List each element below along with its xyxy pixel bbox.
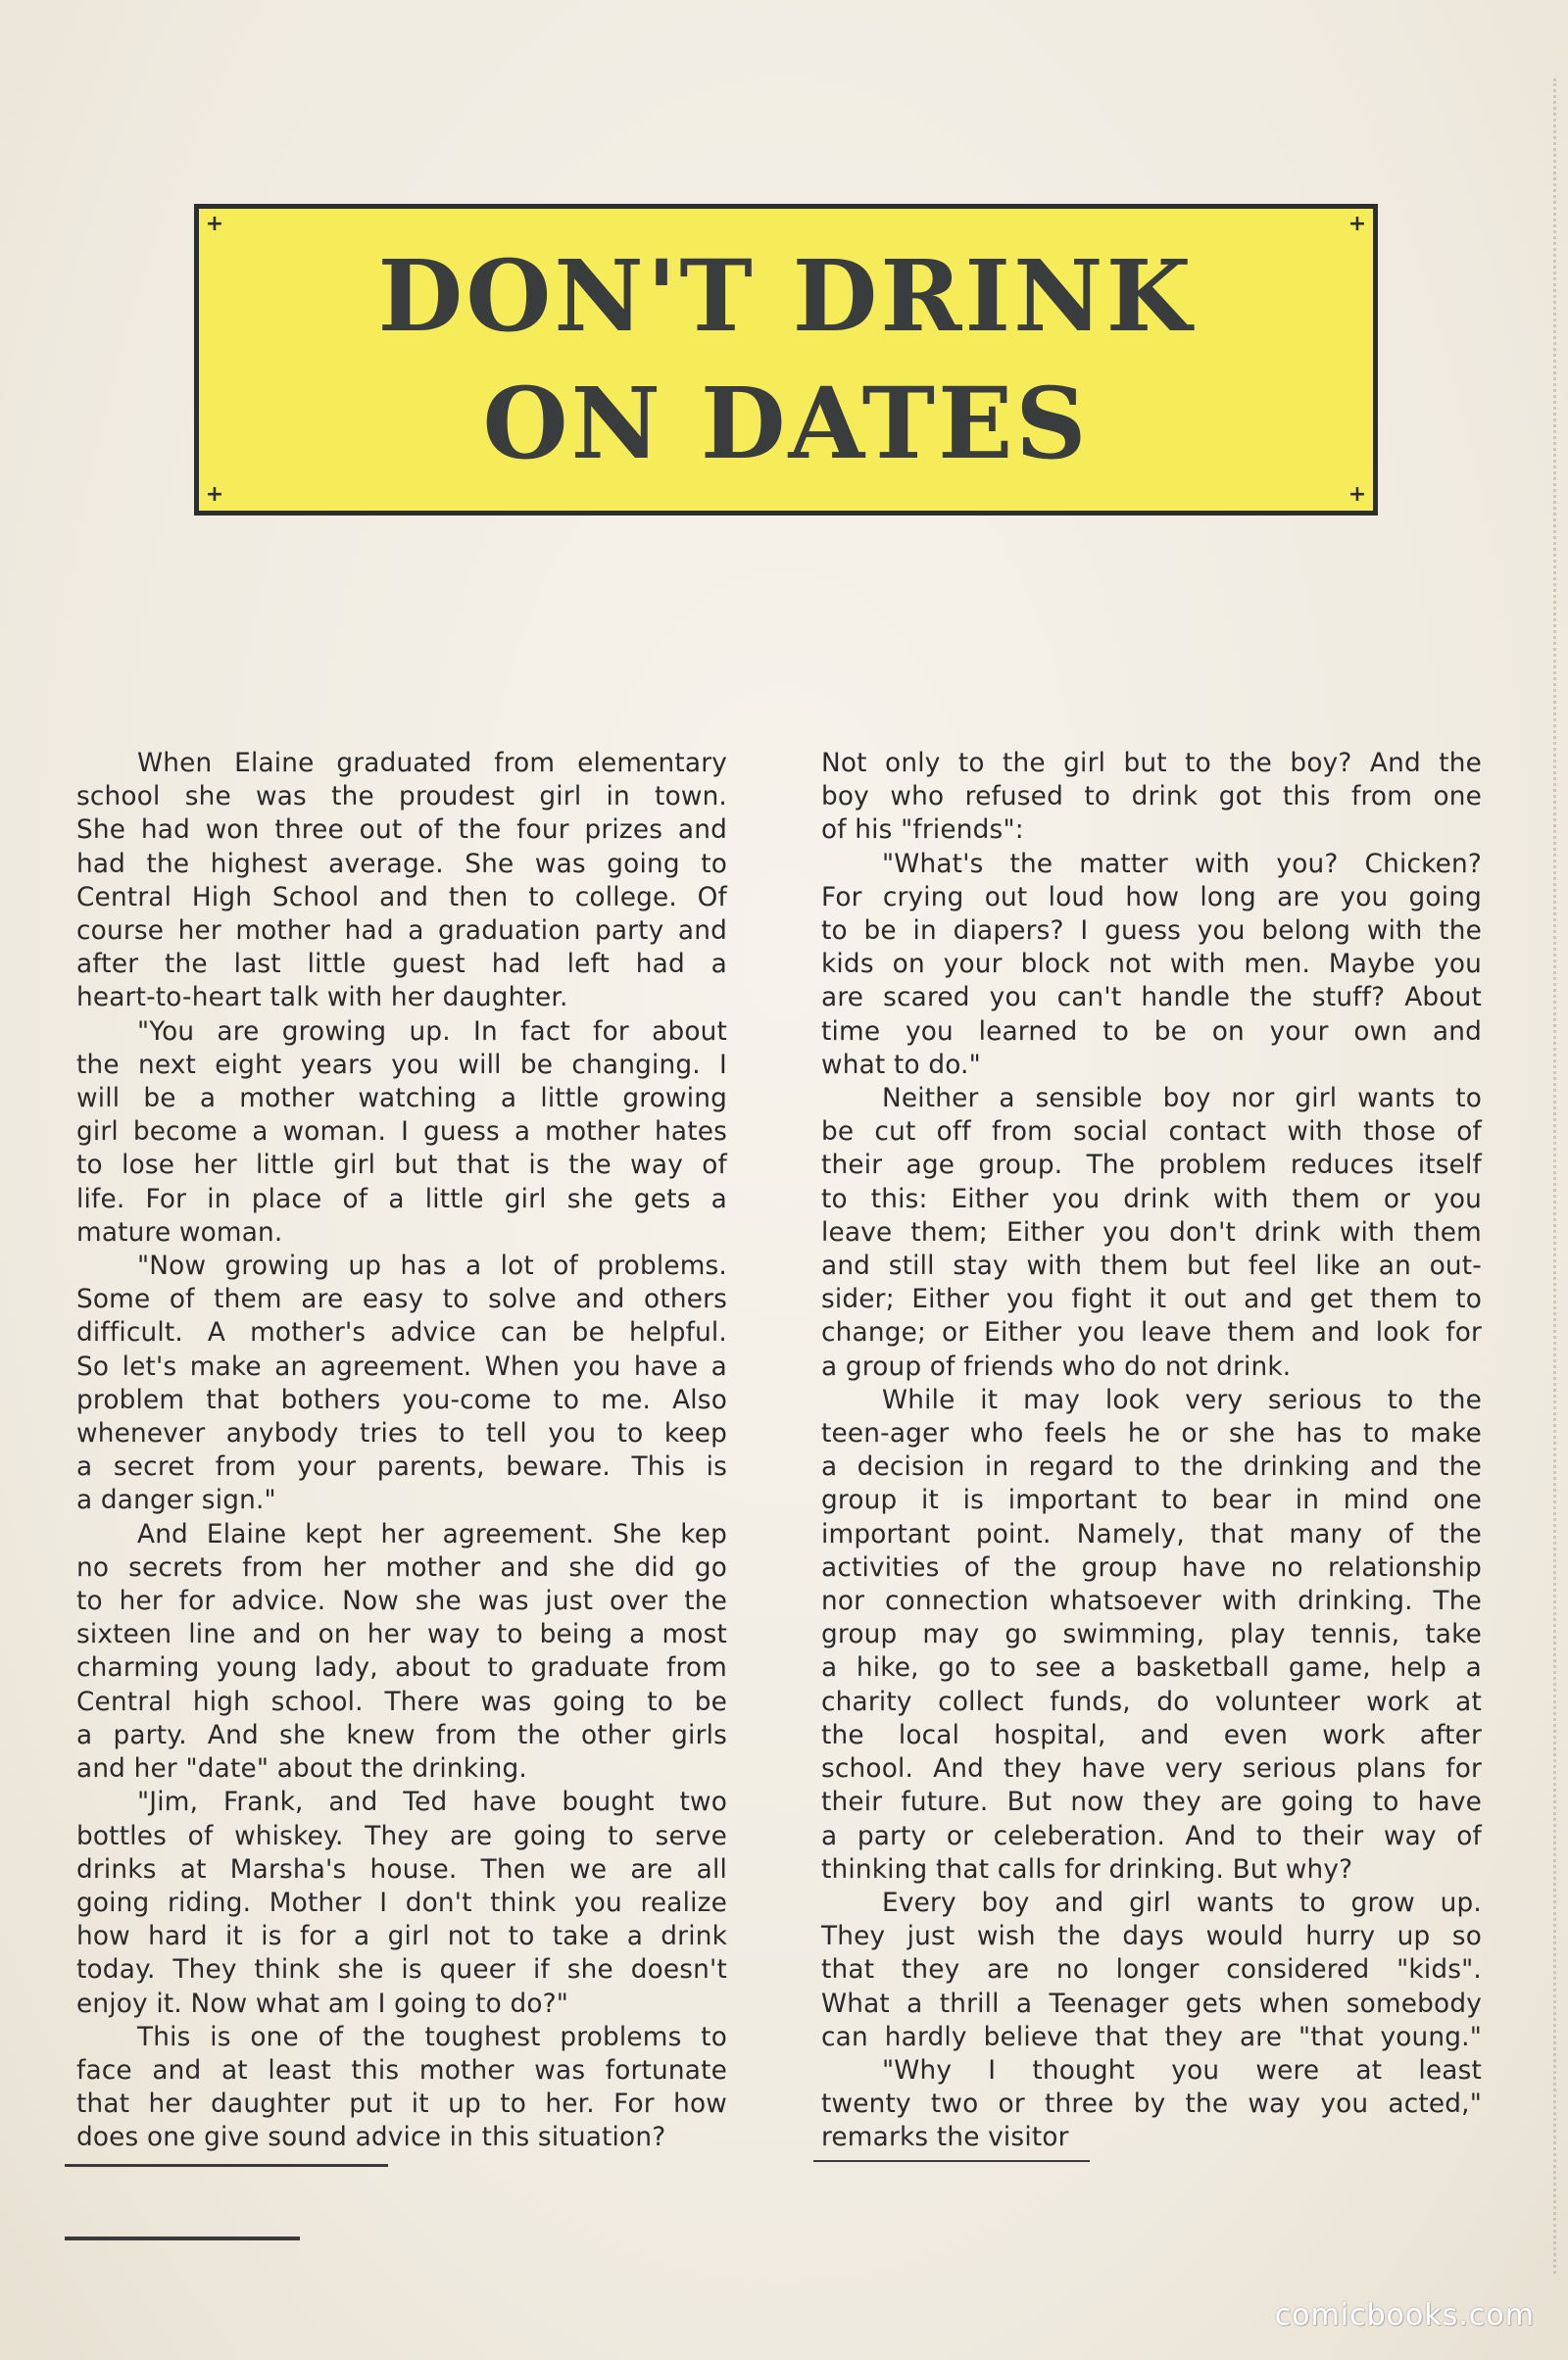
text-line: a secret from your parents, beware. This is xyxy=(76,1452,727,1483)
text-line: leave them; Either you don't drink with them xyxy=(821,1217,1482,1248)
text-line: today. They think she is queer if she doesn't xyxy=(76,1955,727,1986)
text-line: are scared you can't handle the stuff? About xyxy=(821,983,1482,1013)
text-line: nor connection whatsoever with drinking. The xyxy=(821,1587,1482,1617)
text-line: kids on your block not with men. Maybe you xyxy=(821,950,1482,980)
text-line: a group of friends who do not drink. xyxy=(821,1352,1292,1382)
text-line: When Elaine graduated from elementary xyxy=(137,749,727,778)
text-line: time you learned to be on your own and xyxy=(821,1016,1482,1047)
text-line: had the highest average. She was going to xyxy=(76,849,727,879)
text-line: life. For in place of a little girl she gets a xyxy=(76,1184,727,1214)
text-line: school she was the proudest girl in town. xyxy=(76,782,727,812)
text-line: their age group. The problem reduces itself xyxy=(821,1151,1482,1181)
article-column-right xyxy=(821,747,1482,2155)
title-line-2: ON DATES xyxy=(482,366,1090,481)
text-line: remarks the visitor xyxy=(821,2123,1069,2153)
rivet-icon: + xyxy=(205,482,224,507)
text-line: They just wish the days would hurry up so xyxy=(821,1922,1482,1952)
text-line: and still stay with them but feel like an out- xyxy=(821,1252,1482,1282)
text-line: the next eight years you will be changing. I xyxy=(76,1050,727,1080)
title-banner xyxy=(194,204,1378,516)
text-line: This is one of the toughest problems to xyxy=(137,2022,727,2052)
rivet-icon: + xyxy=(1348,482,1367,507)
text-line: what to do." xyxy=(821,1050,981,1080)
text-line: can hardly believe that they are "that young." xyxy=(821,2022,1482,2052)
text-line: heart-to-heart talk with her daughter. xyxy=(76,983,568,1013)
rivet-icon: + xyxy=(205,212,224,236)
text-line: to this: Either you drink with them or you xyxy=(821,1184,1482,1214)
article-column-left xyxy=(76,747,727,2155)
text-line: be cut off from social contact with those of xyxy=(821,1117,1482,1148)
text-line: of his "friends": xyxy=(821,815,1024,846)
text-line: So let's make an agreement. When you have a xyxy=(76,1352,727,1382)
text-line: Some of them are easy to solve and others xyxy=(76,1285,727,1315)
text-line: "Jim, Frank, and Ted have bought two xyxy=(137,1788,727,1818)
text-line: group may go swimming, play tennis, take xyxy=(821,1620,1482,1650)
text-line: "What's the matter with you? Chicken? xyxy=(882,849,1482,879)
text-line: the local hospital, and even work after xyxy=(821,1720,1482,1750)
text-line: girl become a woman. I guess a mother hates xyxy=(76,1117,727,1148)
text-line: group it is important to bear in mind one xyxy=(821,1486,1482,1516)
text-line: charming young lady, about to graduate from xyxy=(76,1653,727,1684)
text-line: does one give sound advice in this situation? xyxy=(76,2123,666,2153)
text-line: charity collect funds, do volunteer work at xyxy=(821,1687,1482,1717)
text-line: to lose her little girl but that is the way of xyxy=(76,1151,727,1181)
text-line: boy who refused to drink got this from one xyxy=(821,782,1482,812)
text-line: after the last little guest had left had a xyxy=(76,950,727,980)
text-line: She had won three out of the four prizes and xyxy=(76,815,727,846)
text-line: activities of the group have no relationship xyxy=(821,1552,1482,1583)
watermark: comicbooks.com xyxy=(1274,2298,1535,2333)
text-line: Central High School and then to college. Of xyxy=(76,882,727,912)
text-line: whenever anybody tries to tell you to keep xyxy=(76,1419,727,1450)
footer-rule xyxy=(65,2237,300,2240)
text-line: drinks at Marsha's house. Then we are all xyxy=(76,1854,727,1885)
text-line: school. And they have very serious plans for xyxy=(821,1754,1482,1785)
text-line: a decision in regard to the drinking and the xyxy=(821,1452,1482,1483)
rivet-icon: + xyxy=(1348,212,1367,236)
text-line: bottles of whiskey. They are going to serve xyxy=(76,1821,727,1851)
text-line: sixteen line and on her way to being a most xyxy=(76,1620,727,1650)
text-line: And Elaine kept her agreement. She kep xyxy=(137,1519,727,1549)
text-line: problem that bothers you-come to me. Also xyxy=(76,1385,727,1415)
text-line: "Why I thought you were at least xyxy=(882,2055,1482,2086)
text-line: twenty two or three by the way you acted," xyxy=(821,2090,1482,2120)
text-line: a hike, go to see a basketball game, help a xyxy=(821,1653,1482,1684)
text-line: to be in diapers? I guess you belong with the xyxy=(821,916,1482,947)
text-line: how hard it is for a girl not to take a drink xyxy=(76,1922,727,1952)
text-line: to her for advice. Now she was just over the xyxy=(76,1587,727,1617)
text-line: Neither a sensible boy nor girl wants to xyxy=(882,1084,1482,1114)
text-line: course her mother had a graduation party and xyxy=(76,916,727,947)
text-line: mature woman. xyxy=(76,1217,283,1248)
text-line: important point. Namely, that many of the xyxy=(821,1519,1482,1549)
text-line: Every boy and girl wants to grow up. xyxy=(882,1888,1482,1918)
text-line: face and at least this mother was fortunate xyxy=(76,2055,727,2086)
text-line: Not only to the girl but to the boy? And the xyxy=(821,749,1482,778)
text-line: a danger sign." xyxy=(76,1486,276,1516)
text-line: their future. But now they are going to have xyxy=(821,1788,1482,1818)
right-column-end-rule xyxy=(813,2160,1090,2162)
text-line: "Now growing up has a lot of problems. xyxy=(137,1252,727,1282)
text-line: While it may look very serious to the xyxy=(882,1385,1482,1415)
text-line: that they are no longer considered "kids". xyxy=(821,1955,1482,1986)
text-line: thinking that calls for drinking. But why? xyxy=(821,1854,1353,1885)
text-line: no secrets from her mother and she did go xyxy=(76,1552,727,1583)
left-column-end-rule xyxy=(65,2164,388,2167)
text-line: What a thrill a Teenager gets when somebody xyxy=(821,1989,1482,2019)
text-line: enjoy it. Now what am I going to do?" xyxy=(76,1989,569,2019)
text-line: For crying out loud how long are you going xyxy=(821,882,1482,912)
title-line-1: DON'T DRINK xyxy=(377,238,1195,354)
text-line: a party or celeberation. And to their way of xyxy=(821,1821,1482,1851)
page-edge-wear xyxy=(1547,78,1556,2274)
text-line: difficult. A mother's advice can be helpful. xyxy=(76,1318,727,1349)
text-line: a party. And she knew from the other girls xyxy=(76,1720,727,1750)
text-line: will be a mother watching a little growing xyxy=(76,1084,727,1114)
text-line: that her daughter put it up to her. For how xyxy=(76,2090,727,2120)
text-line: and her "date" about the drinking. xyxy=(76,1754,527,1785)
text-line: sider; Either you fight it out and get them to xyxy=(821,1285,1482,1315)
text-line: "You are growing up. In fact for about xyxy=(137,1016,727,1047)
text-line: Central high school. There was going to be xyxy=(76,1687,727,1717)
text-line: going riding. Mother I don't think you realize xyxy=(76,1888,727,1918)
text-line: teen-ager who feels he or she has to make xyxy=(821,1419,1482,1450)
text-line: change; or Either you leave them and look for xyxy=(821,1318,1482,1349)
